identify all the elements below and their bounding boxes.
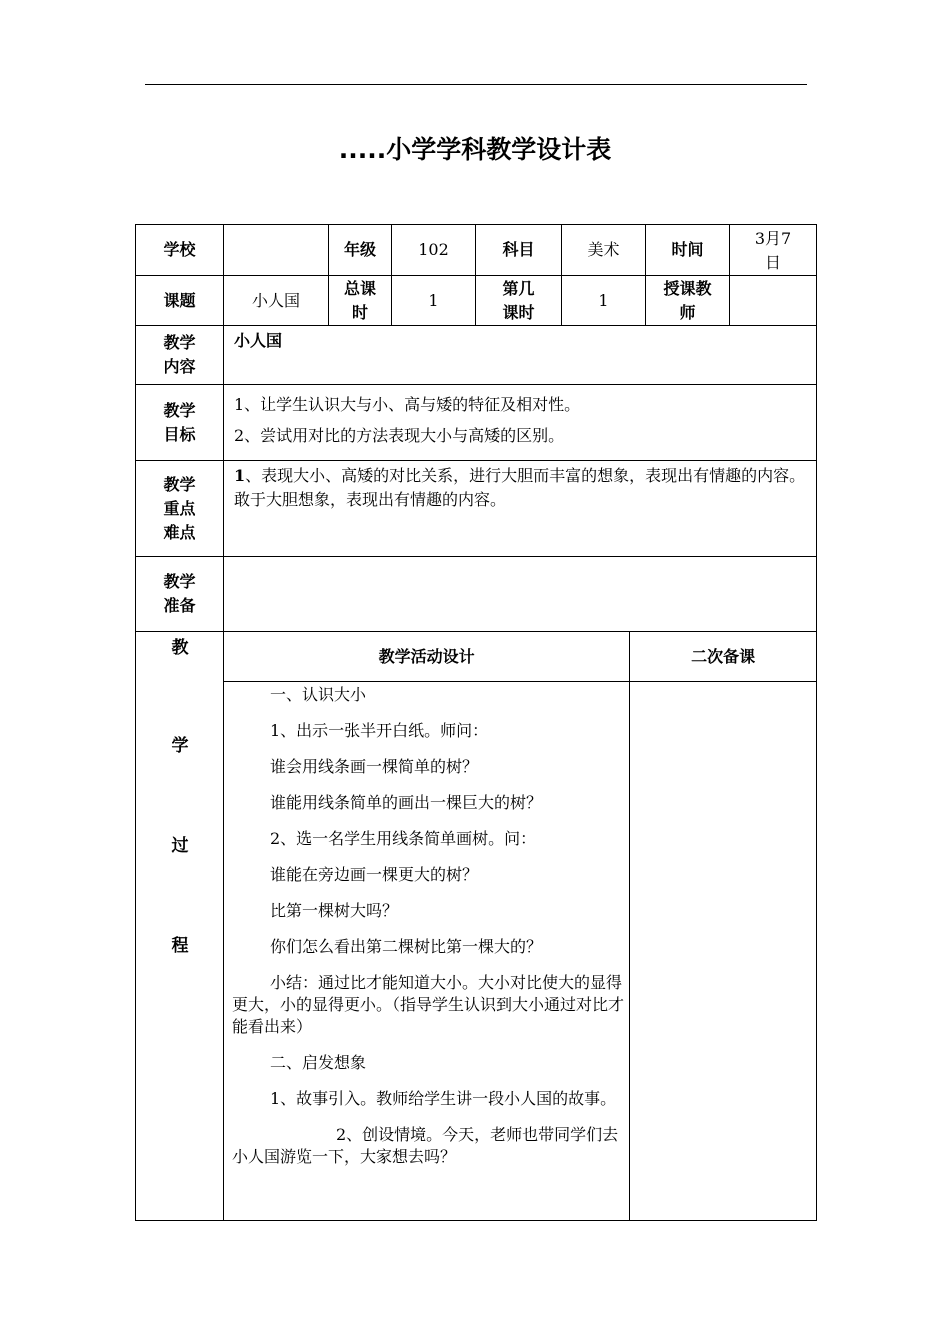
process-para-1: 一、认识大小 xyxy=(270,685,367,704)
process-char-2: 学 xyxy=(171,736,189,756)
school-label: 学校 xyxy=(136,225,224,276)
lesson-no-value: 1 xyxy=(562,276,646,326)
grade-value: 102 xyxy=(392,225,476,276)
subject-label: 科目 xyxy=(476,225,562,276)
teacher-label: 授课教师 xyxy=(663,278,712,322)
process-para-12: 2、创设情境。今天，老师也带同学们去小人国游览一下，大家想去吗？ xyxy=(232,1125,619,1166)
process-content-row xyxy=(224,682,816,1220)
key-point-1-num: 1 xyxy=(234,466,246,485)
process-para-9: 小结：通过比才能知道大小。大小对比使大的显得更大，小的显得更小。（指导学生认识到大小通过对比才能看出来） xyxy=(232,973,625,1036)
process-char-1: 教 xyxy=(171,638,189,658)
row-key-points xyxy=(136,461,817,557)
preparation-label: 教学准备 xyxy=(163,572,196,615)
grade-label: 年级 xyxy=(329,225,392,276)
preparation-value xyxy=(224,557,817,632)
process-para-11: 1、故事引入。教师给学生讲一段小人国的故事。 xyxy=(270,1089,617,1108)
lesson-plan-table xyxy=(135,224,817,1221)
process-body xyxy=(224,632,817,1221)
goal-item-2: 2、尝试用对比的方法表现大小与高矮的区别。 xyxy=(234,426,565,445)
activity-body xyxy=(224,682,630,1220)
row-preparation xyxy=(136,557,817,632)
process-para-6: 谁能在旁边画一棵更大的树？ xyxy=(270,865,479,884)
lesson-no-label: 第几课时 xyxy=(502,278,535,322)
row-topic xyxy=(136,276,817,326)
topic-value: 小人国 xyxy=(224,276,329,326)
time-label: 时间 xyxy=(646,225,730,276)
goal-item-1: 1、让学生认识大与小、高与矮的特征及相对性。 xyxy=(234,395,581,414)
process-para-5: 2、选一名学生用线条简单画树。问： xyxy=(270,829,537,848)
process-char-3: 过 xyxy=(171,836,189,856)
activity-header: 教学活动设计 xyxy=(224,632,630,682)
key-point-1-text: 、表现大小、高矮的对比关系，进行大胆而丰富的想象，表现出有情趣的内容。 xyxy=(245,466,806,485)
process-char-4: 程 xyxy=(171,936,189,956)
process-inner-table xyxy=(224,632,816,1220)
row-goals xyxy=(136,385,817,461)
process-para-2: 1、出示一张半开白纸。师问： xyxy=(270,721,489,740)
row-school xyxy=(136,225,817,276)
key-point-2: 敢于大胆想象，表现出有情趣的内容。 xyxy=(234,490,507,509)
process-para-4: 谁能用线条简单的画出一棵巨大的树？ xyxy=(270,793,543,812)
second-prep-header: 二次备课 xyxy=(630,632,816,682)
subject-value: 美术 xyxy=(562,225,646,276)
process-para-8: 你们怎么看出第二棵树比第一棵大的？ xyxy=(270,937,543,956)
total-hours-label: 总课时 xyxy=(343,278,376,322)
school-value xyxy=(224,225,329,276)
process-header-row xyxy=(224,632,816,682)
time-value-text: 3月7日 xyxy=(754,229,792,272)
header-rule xyxy=(145,84,807,85)
key-points-value xyxy=(224,461,817,557)
key-point-1 xyxy=(234,464,808,488)
topic-label: 课题 xyxy=(136,276,224,326)
process-para-7: 比第一棵树大吗？ xyxy=(270,901,399,920)
total-hours-value: 1 xyxy=(392,276,476,326)
row-process xyxy=(136,632,817,1221)
row-content xyxy=(136,326,817,385)
goals-value xyxy=(224,385,817,461)
process-para-10: 二、启发想象 xyxy=(270,1053,367,1072)
content-label: 教学内容 xyxy=(163,333,196,376)
key-points-label: 教学重点难点 xyxy=(163,474,196,542)
page-title: .....小学学科教学设计表 xyxy=(338,135,612,164)
second-prep-body xyxy=(630,682,816,1220)
goals-label: 教学目标 xyxy=(163,400,196,444)
time-value xyxy=(730,225,817,276)
content-value: 小人国 xyxy=(224,326,817,385)
process-label xyxy=(136,632,224,1221)
teacher-value xyxy=(730,276,817,326)
process-para-3: 谁会用线条画一棵简单的树？ xyxy=(270,757,479,776)
